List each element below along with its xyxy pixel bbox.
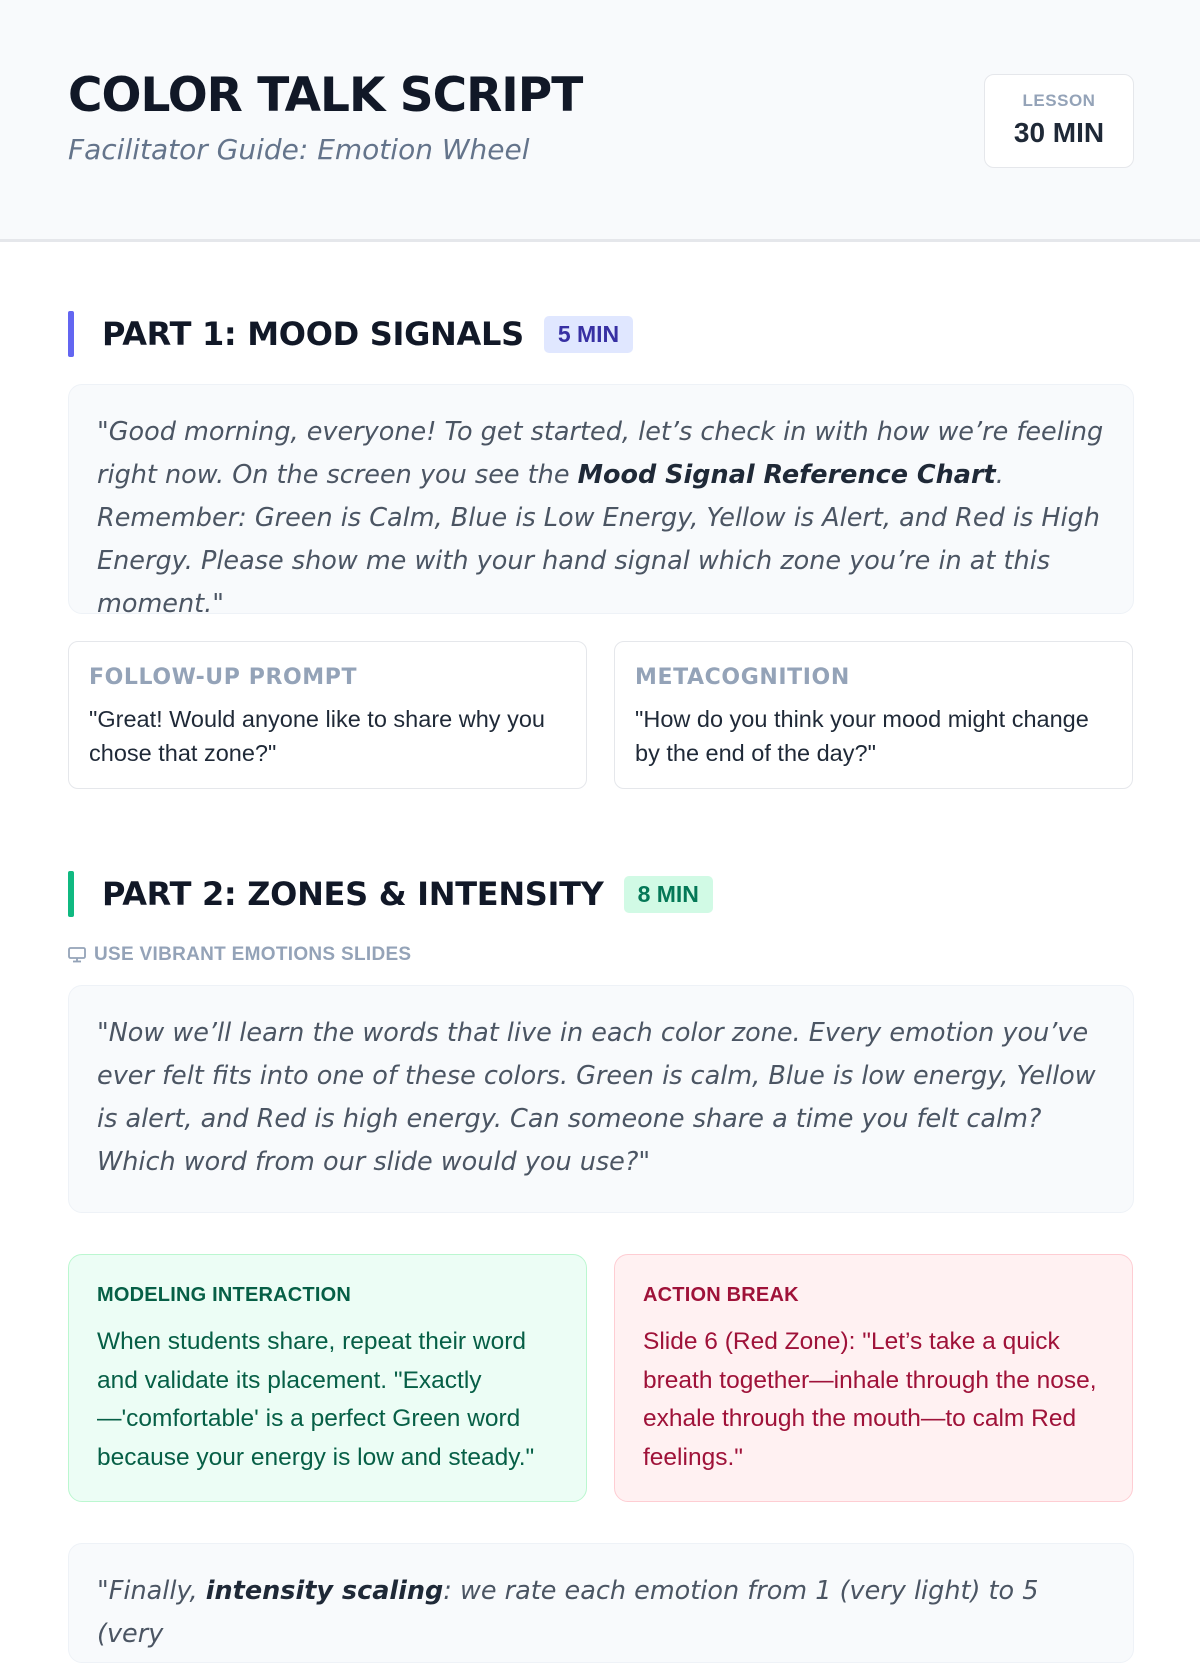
page-title: COLOR TALK SCRIPT xyxy=(68,68,583,123)
part1-script-highlight: Mood Signal Reference Chart xyxy=(577,460,996,490)
part2-title: PART 2: ZONES & INTENSITY xyxy=(102,875,604,913)
page-header xyxy=(0,0,1200,242)
action-break-card xyxy=(614,1254,1133,1502)
action-break-label: ACTION BREAK xyxy=(643,1284,799,1306)
lesson-label: LESSON xyxy=(1022,91,1096,110)
part1-heading xyxy=(68,311,633,357)
part1-title: PART 1: MOOD SIGNALS xyxy=(102,315,524,353)
modeling-interaction-text: When students share, repeat their word and validate its placement. "Exactly—'comfortable' is a perfect Green word because your energy is low and steady." xyxy=(97,1328,535,1471)
part2-heading xyxy=(68,871,713,917)
modeling-interaction-card xyxy=(68,1254,587,1502)
intensity-script-highlight: intensity scaling xyxy=(205,1576,444,1606)
intensity-script xyxy=(68,1543,1134,1663)
followup-prompt-label: FOLLOW-UP PROMPT xyxy=(89,665,358,690)
part1-script-text-end: . Remember: Green is Calm, Blue is Low Energy, Yellow is Alert, and Red is High Energy. Please show me with your hand signal which zone you’re in at this moment." xyxy=(97,460,1100,619)
followup-prompt-card xyxy=(68,641,587,789)
metacognition-label: METACOGNITION xyxy=(635,665,850,690)
followup-prompt-text: "Great! Would anyone like to share why you chose that zone?" xyxy=(89,706,545,766)
monitor-icon xyxy=(68,947,86,963)
modeling-interaction-label: MODELING INTERACTION xyxy=(97,1284,351,1306)
intensity-script-text: "Finally, xyxy=(97,1576,206,1606)
action-break-text: Slide 6 (Red Zone): "Let’s take a quick breath together—inhale through the nose, exhale through the mouth—to calm Red feelings." xyxy=(643,1328,1097,1471)
metacognition-text: "How do you think your mood might change by the end of the day?" xyxy=(635,706,1089,766)
slides-note-text: USE VIBRANT EMOTIONS SLIDES xyxy=(94,944,412,965)
part2-script xyxy=(68,985,1134,1213)
slides-note xyxy=(68,944,411,966)
lesson-value: 30 MIN xyxy=(1013,117,1105,148)
page-subtitle: Facilitator Guide: Emotion Wheel xyxy=(68,133,530,166)
lesson-duration-badge xyxy=(984,74,1134,168)
part2-accent-bar xyxy=(68,871,74,917)
part2-script-text: "Now we’ll learn the words that live in each color zone. Every emotion you’ve ever felt fits into one of these colors. Green is calm, Blue is low energy, Yellow is alert, and Red is high energy. Can someone share a time you felt calm? Which word from our slide would you use?" xyxy=(97,1018,1096,1177)
part2-duration-badge: 8 MIN xyxy=(624,876,713,913)
part1-duration-badge: 5 MIN xyxy=(544,316,633,353)
part1-script xyxy=(68,384,1134,619)
part1-accent-bar xyxy=(68,311,74,357)
part1-script-text: "Good morning, everyone! To get started, let’s check in with how we’re feeling right now. On the screen you see the xyxy=(97,417,1104,490)
intensity-script-text-end: : we rate each emotion from 1 (very light) to 5 (very xyxy=(97,1576,1039,1649)
metacognition-card xyxy=(614,641,1133,789)
